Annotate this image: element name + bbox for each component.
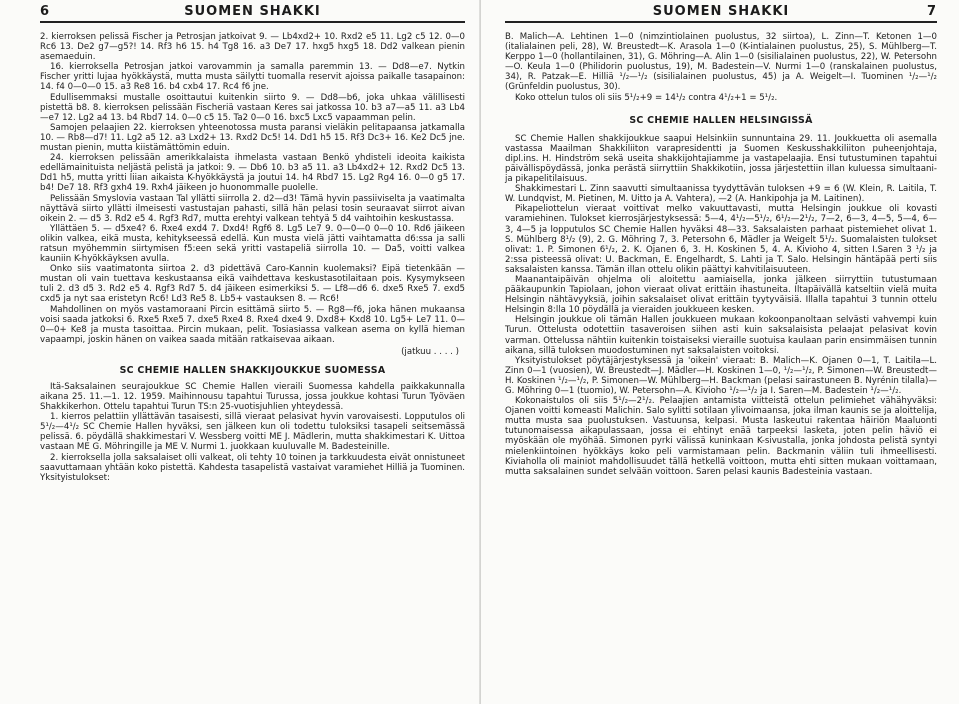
left-column-text	[40, 32, 465, 483]
paragraph: B. Malich—A. Lehtinen 1—0 (nimzintiolainen puolustus, 32 siirtoa), L. Zinn—T. Ketonen 1—0 (italialainen peli, 28), W. Breustedt—K. Arasola 1—0 (K-intialainen puolustus, 25), S. Mühlberg—T. Kerppo 1—0 (hollantilainen, 31), G. Möhring—A. Alin 1—0 (sisilialainen puolustus, 22), W. Petersohn—O. Keula 1—0 (Philidorin puolustus, 19), M. Badestein—V. Nurmi 1—0 (ranskalainen puolustus, 34), R. Patzak—E. Hilliä ¹/₂—¹/₂ (sisilialainen puolustus, 45) ja A. Weigelt—I. Tuominen ¹/₂—¹/₂ (Grünfeldin puolustus, 30).	[505, 32, 937, 93]
section-heading: SC CHEMIE HALLEN HELSINGISSÄ	[629, 114, 813, 126]
paragraph: Kokonaistulos oli siis 5¹/₂—2¹/₂. Pelaajien antamista viitteistä ottelun pelimiehet vähähyväksi: Ojanen voitti komeasti Malichin. Salo sylitti sotilaan ylivoimaansa, joka ilman kaunis se ja aloittelija, mutta musta saa puolustuksen. Vastuunsa, kelpasi. Musta laskeutui rakentaa häiriön Maaluonti tutunomaisessa aikapulassaan, jossa ei ehtinyt enää tarpeeksi lasketa, joten pelin häviö ei myöskään ole myöhää. Simonen pyrki välissä kuninkaan K-sivustalla, jonka johdosta pelistä syntyi mielenkiintoinen hyökkäys koko peli varmistamaan pelin. Backmanin väliin tuli ihmeellisesti. Kiviahollа oli mainiot mahdollisuudet tällä hetkellä voittoon, mutta ehti sitten mukaan voittamaan, mutta saksalainen sundet selvään voittoon. Saren pelasi kaunis Badesteinia vastaan.	[505, 396, 937, 477]
paragraph: Pelissään Smyslovia vastaan Tal yllätti siirrolla 2. d2—d3! Tämä hyvin passiiviselta ja vaatimalta näyttävä siirto yllätti ilmeisesti vastustajan pahasti, sillä hän pelasi tosin seuraavat siirrot aivan oikein 2. — d5 3. Rd2 e5 4. Rgf3 Rd7, mutta erehtyi valkean tehtyä 5 d4 vaihtoihin keskustassa.	[40, 193, 465, 224]
header-rule-right	[505, 21, 937, 23]
header-rule-left	[40, 21, 465, 23]
paragraph: 16. kierroksella Petrosjan jatkoi varovammin ja samalla paremmin 13. — Dd8—e7. Nytkin Fischer yritti lujaa hyökkäystä, mutta musta säilytti tuomalla reservit ajoissa paikalle tasapainon: 14. f4 0—0—0 15. a3 Re8 16. b4 cxb4 17. Rc4 f6 jne.	[40, 62, 465, 93]
paragraph: 2. kierroksella jolla saksalaiset olli valkeat, oli tehty 10 toinen ja tarkkuudesta eivät onnistuneet saavuttamaan yhtään koko pistettä. Kahdesta tasapelistä vastaivat varamiehet Hilliä ja Tuominen. Yksityistulokset:	[40, 452, 465, 483]
paragraph: Itä-Saksalainen seurajoukkue SC Chemie Hallen vieraili Suomessa kahdella paikkakunnalla aikana 25. 11.—1. 12. 1959. Maihinnousu tapahtui Turussa, jossa joukkue kohtasi Turun Työväen Shakkikerhon. Ottelu tapahtui Turun TS:n 25-vuotisjuhlien yhteydessä.	[40, 381, 465, 413]
paragraph: Maanantaipäivän ohjelma oli aloitettu aamiaisella, jonka jälkeen siirryttiin tutustumaan pääkaupunkin Tapiolaan, johon vieraat olivat erittäin ihastuneita. Iltapäivällä katseltiin vielä muita Helsingin nähtävyyksiä, joihin saksalaiset olivat erittäin tyytyväisiä. Illalla tapahtui 3 tunnin ottelu Helsingin 8:lla 10 pöydällä ja vieraiden joukkueen kesken.	[505, 274, 937, 316]
paragraph: Pikapeliottelun vieraat voittivat melko vakuuttavasti, mutta Helsingin joukkue oli kovasti varamiehinen. Tulokset kierrosjärjestyksessä: 5—4, 4¹/₂—5¹/₂, 6¹/₂—2¹/₂, 7—2, 6—3, 4—5, 5—4, 6—3, 4—5 ja lopputulos SC Chemie Hallen hyväksi 48—33. Saksalaisten parhaat pistemiehet olivat 1. S. Mühlberg 8¹/₂ (9), 2. G. Möhring 7, 3. Petersohn 6, Mädler ja Weigelt 5¹/₂. Suomalaisten tulokset olivat: 1. P. Simonen 6¹/₂, 2. K. Ojanen 6, 3. H. Koskinen 5, 4. A. Kivioho 4, sitten I.Saren 3 ¹/₂ ja 2:ssa pisteessä olivat: U. Backman, E. Engelhardt, S. Lahti ja T. Salo. Helsingin häntäpää perti siis saksalaisten kanssa. Tämän illan ottelu olikin päättyi kahvitilaisuuteen.	[505, 204, 937, 275]
continued-note: (jatkuu . . . . )	[401, 346, 459, 357]
journal-title-left: SUOMEN SHAKKI	[184, 4, 321, 19]
journal-title-right: SUOMEN SHAKKI	[652, 4, 790, 19]
paragraph: Yllättäen 5. — d5xe4? 6. Rxe4 exd4 7. Dxd4! Rgf6 8. Lg5 Le7 9. 0—0—0 0—0 10. Rd6 jäikeen olikin valkea, eikä musta, kehitykseessä edellä. Kun musta vielä jätti vaihtamatta d6:ssa ja salli ratsun myöhemmin siirtymisen f5:een sekä yritti vastapeliä siirrolla 10. — Da5, voitti valkea kauniin K-hyökkäyksen avulla.	[40, 223, 465, 265]
page-number-left: 6	[40, 4, 51, 19]
paragraph: Mahdollinen on myös vastamoraani Pircin esittämä siirto 5. — Rg8—f6, joka hänen mukaansa voisi saada jatkoksi 6. Rxe5 Rxe5 7. dxe5 Rxe4 8. Rxe4 dxe4 9. Dxd8+ Kxd8 10. Lg5+ Le7 11. 0—0—0+ Ke8 ja musta tasoittaa. Pircin mukaan, pelit. Tosiasiassa valkean asema on kyllä hieman vapaampi, joskin hänen on vaikea saada mitään ratkaisevaa aikaan.	[40, 304, 465, 345]
paragraph: 24. kierroksen pelissään amerikkalaista ihmelasta vastaan Benkö yhdisteli ideoita kaikista edellämainituista neljästä pelistä ja jatkoi: 9. — Db6 10. b3 a5 11. a3 Lb4xd2+ 12. Rxd2 Dc5 13. Dd1 h5, mutta yritti liian aikaista K-hyökkäystä ja joutui 14. h4 Rbd7 15. Lg2 Rg4 16. 0—0 g5 17. b4! De7 18. Rf3 gxh4 19. Rxh4 jäikeen jo huonommalle puolelle.	[40, 153, 465, 194]
paragraph: Helsingin joukkue oli tämän Hallen joukkueen mukaan kokoonpanoltaan selvästi vahvempi kuin Turun. Ottelusta odotettiin tasaveroisen siihen asti kuin saksalaisista pelaajat pelasivat kovin varman. Ottelussa nähtiin kuitenkin toistaiseksi vieraille suotuisa kaulaan parin ensimmäisen tunnin aikana, sillä tuloksen muodostuminen nyt saksalaisten voitoksi.	[505, 315, 937, 356]
paragraph: Onko siis vaatimatonta siirtoa 2. d3 pidettävä Caro-Kannin kuolemaksi? Eipä tietenkään — mustan oli vain tuettava keskustaansa eikä vaihdettava keskustasotilaitaan pois. Kysymykseen tuli 2. d3 d5 3. Rd2 e5 4. Rgf3 Rd7 5. d4 jäikeen esimerkiksi 5. — Lf8—d6 6. dxe5 Rxe5 7. exd5 cxd5 ja nyt saa eristetyn Rc6! Ld3 Re5 8. Lb5+ vastauksen 8. — Rc6!	[40, 264, 465, 305]
paragraph: Edullisemmaksi mustalle osoittautui kuitenkin siirto 9. — Dd8—b6, joka uhkaa välillisesti pistettä b8. 8. kierroksen pelissään Fischeriä vastaan Keres sai jatkossa 10. b3 a7—a5 11. a3 Lb4—e7 12. Lg2 a4 13. b4 Rbd7 14. 0—0 c5 15. Ta2 0—0 16. bxc5 Lxc5 vapaamman pelin.	[40, 92, 465, 123]
paragraph: 1. kierros pelattiin yllättävän tasaisesti, sillä vieraat pelasivat hyvin varovaisesti. Lopputulos oli 5¹/₂—4¹/₂ SC Chemie Hallen hyväksi, sen jälkeen kun oli todettu tuloksiksi tasapeli seitsemässä pelissä. 6. pöydällä shakkimestari V. Wessberg voitti ME J. Mädlerin, mutta shakkimestari K. Uittoa vastaan ME G. Möhringille ja ME V. Nurmi 1. juokkaan kuuluvalle M. Badesteinille.	[40, 412, 465, 453]
paragraph: SC Chemie Hallen shakkijoukkue saapui Helsinkiin sunnuntaina 29. 11. Joukkuetta oli asemalla vastassa Maailman Shakkiliiton varapresidentti ja Suomen Keskusshakkiliiton puheenjohtaja, dipl.ins. H. Hindström sekä useita shakkijohtajiamme ja vastapelaajia. Ensi tutustuminen tapahtui päivällispöydässä, jonka perästä siirryttiin Shakkikotiin, jossa järjestettiin illan kuluessa simultaani- ja pikapelitilaisuus.	[505, 133, 937, 185]
paragraph: Koko ottelun tulos oli siis 5¹/₂+9 = 14¹/₂ contra 4¹/₂+1 = 5¹/₂.	[515, 92, 778, 103]
paragraph: Shakkimestari L. Zinn saavutti simultaanissa tyydyttävän tuloksen +9 = 6 (W. Klein, R. Laitila, T. W. Lundqvist, M. Pietinen, M. Uitto ja A. Vahtera), —2 (A. Hankipohja ja M. Laitinen).	[505, 184, 937, 205]
paragraph: Samojen pelaajien 22. kierroksen yhteenotossa musta paransi vieläkin pelitapaansa jatkamalla 10. — Rb8—d7! 11. Lg2 a5 12. a3 Lxd2+ 13. Rxd2 Dc5! 14. Dd1 h5 15. Rf3 Dc3+ 16. Ke2 Dc5 jne. mustan pienin, mutta kiistämättömin eduin.	[40, 122, 465, 154]
paragraph: 2. kierroksen pelissä Fischer ja Petrosjan jatkoivat 9. — Lb4xd2+ 10. Rxd2 e5 11. Lg2 c5 12. 0—0 Rc6 13. De2 g7—g5?! 14. Rf3 h6 15. h4 Tg8 16. a3 De7 17. hxg5 hxg5 18. Dd2 valkean pienin asemaeduin.	[40, 32, 465, 63]
section-heading: SC CHEMIE HALLEN SHAKKIJOUKKUE SUOMESSA	[119, 364, 386, 376]
right-page	[481, 0, 959, 704]
paragraph: Yksityistulokset pöytäjärjestyksessä ja 'oikein' vieraat: B. Malich—K. Ojanen 0—1, T. Laitila—L. Zinn 0—1 (vuosien), W. Breustedt—J. Mädler—H. Koskinen 1—0, ¹/₂—¹/₂, P. Simonen—W. Breustedt—H. Koskinen ¹/₂—¹/₂, P. Simonen—W. Mühlberg—H. Backman (pelasi sairastuneen B. Nyrénin tilalla)—G. Möhring 0—1 (tuomio), W. Petersohn—A. Kivioho ¹/₂—¹/₂ ja I. Saren—M. Badestein ¹/₂—¹/₂.	[505, 355, 937, 396]
page-number-right: 7	[926, 4, 937, 19]
right-column-text	[505, 32, 937, 477]
